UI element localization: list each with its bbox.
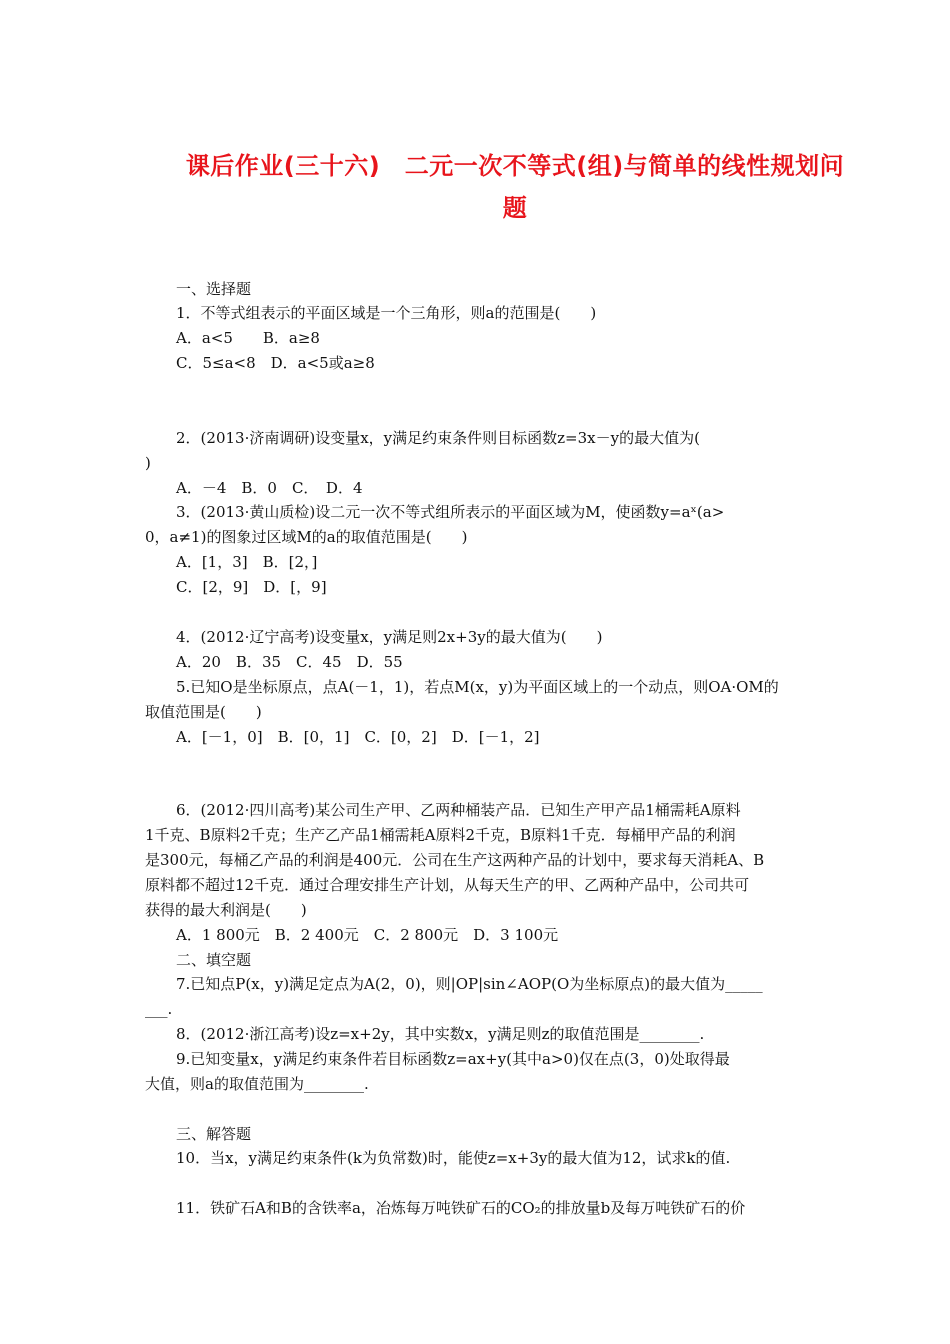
section-heading-fill: 二、填空题 — [176, 951, 252, 969]
question-1-options-ab: A．a<5 B．a≥8 — [176, 329, 320, 347]
page-title-continuation: 题 — [502, 194, 528, 222]
question-2-line-2: ) — [145, 454, 151, 472]
question-6-line-5: 获得的最大利润是( ) — [145, 901, 307, 919]
question-6-line-2: 1千克、B原料2千克；生产乙产品1桶需耗A原料2千克，B原料1千克．每桶甲产品的利润 — [145, 826, 736, 844]
question-6-options: A．1 800元 B．2 400元 C．2 800元 D．3 100元 — [176, 926, 559, 944]
question-4-stem: 4．(2012·辽宁高考)设变量x，y满足则2x+3y的最大值为( ) — [176, 628, 603, 646]
question-6-line-4: 原料都不超过12千克．通过合理安排生产计划，从每天生产的甲、乙两种产品中，公司共可 — [145, 876, 750, 894]
question-11-stem: 11．铁矿石A和B的含铁率a，冶炼每万吨铁矿石的CO₂的排放量b及每万吨铁矿石的价 — [176, 1199, 746, 1217]
question-5-options: A．[－1，0] B．[0，1] C．[0，2] D．[－1，2] — [176, 728, 540, 746]
question-5-line-1: 5.已知O是坐标原点，点A(－1，1)，若点M(x，y)为平面区域上的一个动点，则OA·OM的 — [176, 678, 779, 696]
page-title: 课后作业(三十六) 二元一次不等式(组)与简单的线性规划问 — [185, 152, 845, 180]
question-10-stem: 10．当x，y满足约束条件(k为负常数)时，能使z=x+3y的最大值为12，试求k的值. — [176, 1149, 731, 1167]
question-7-line-2: ___. — [145, 1000, 173, 1018]
question-9-line-2: 大值，则a的取值范围为________. — [145, 1075, 369, 1093]
question-1-options-cd: C．5≤a<8 D．a<5或a≥8 — [176, 354, 375, 372]
question-6-line-1: 6．(2012·四川高考)某公司生产甲、乙两种桶装产品．已知生产甲产品1桶需耗A原料 — [176, 801, 741, 819]
question-3-options-ab: A．[1，3] B．[2，] — [176, 553, 318, 571]
question-3-line-1: 3．(2013·黄山质检)设二元一次不等式组所表示的平面区域为M，使函数y=aˣ(a> — [176, 503, 725, 521]
question-2-options: A．－4 B．0 C． D．4 — [176, 479, 363, 497]
section-heading-answer: 三、解答题 — [176, 1125, 252, 1143]
question-8-stem: 8．(2012·浙江高考)设z=x+2y，其中实数x，y满足则z的取值范围是________. — [176, 1025, 705, 1043]
question-7-line-1: 7.已知点P(x，y)满足定点为A(2，0)，则|OP|sin∠AOP(O为坐标原点)的最大值为_____ — [176, 975, 763, 993]
question-2-line-1: 2．(2013·济南调研)设变量x，y满足约束条件则目标函数z=3x－y的最大值为( — [176, 429, 700, 447]
question-6-line-3: 是300元，每桶乙产品的利润是400元．公司在生产这两种产品的计划中，要求每天消耗A、B — [145, 851, 765, 869]
question-3-line-2: 0，a≠1)的图象过区域M的a的取值范围是( ) — [145, 528, 468, 546]
question-4-options: A．20 B．35 C．45 D．55 — [176, 653, 403, 671]
question-9-line-1: 9.已知变量x，y满足约束条件若目标函数z=ax+y(其中a>0)仅在点(3，0)处取得最 — [176, 1050, 730, 1068]
question-3-options-cd: C．[2，9] D．[，9] — [176, 578, 327, 596]
question-1-stem: 1．不等式组表示的平面区域是一个三角形，则a的范围是( ) — [176, 304, 597, 322]
question-5-line-2: 取值范围是( ) — [145, 703, 262, 721]
section-heading-choice: 一、选择题 — [176, 280, 252, 298]
